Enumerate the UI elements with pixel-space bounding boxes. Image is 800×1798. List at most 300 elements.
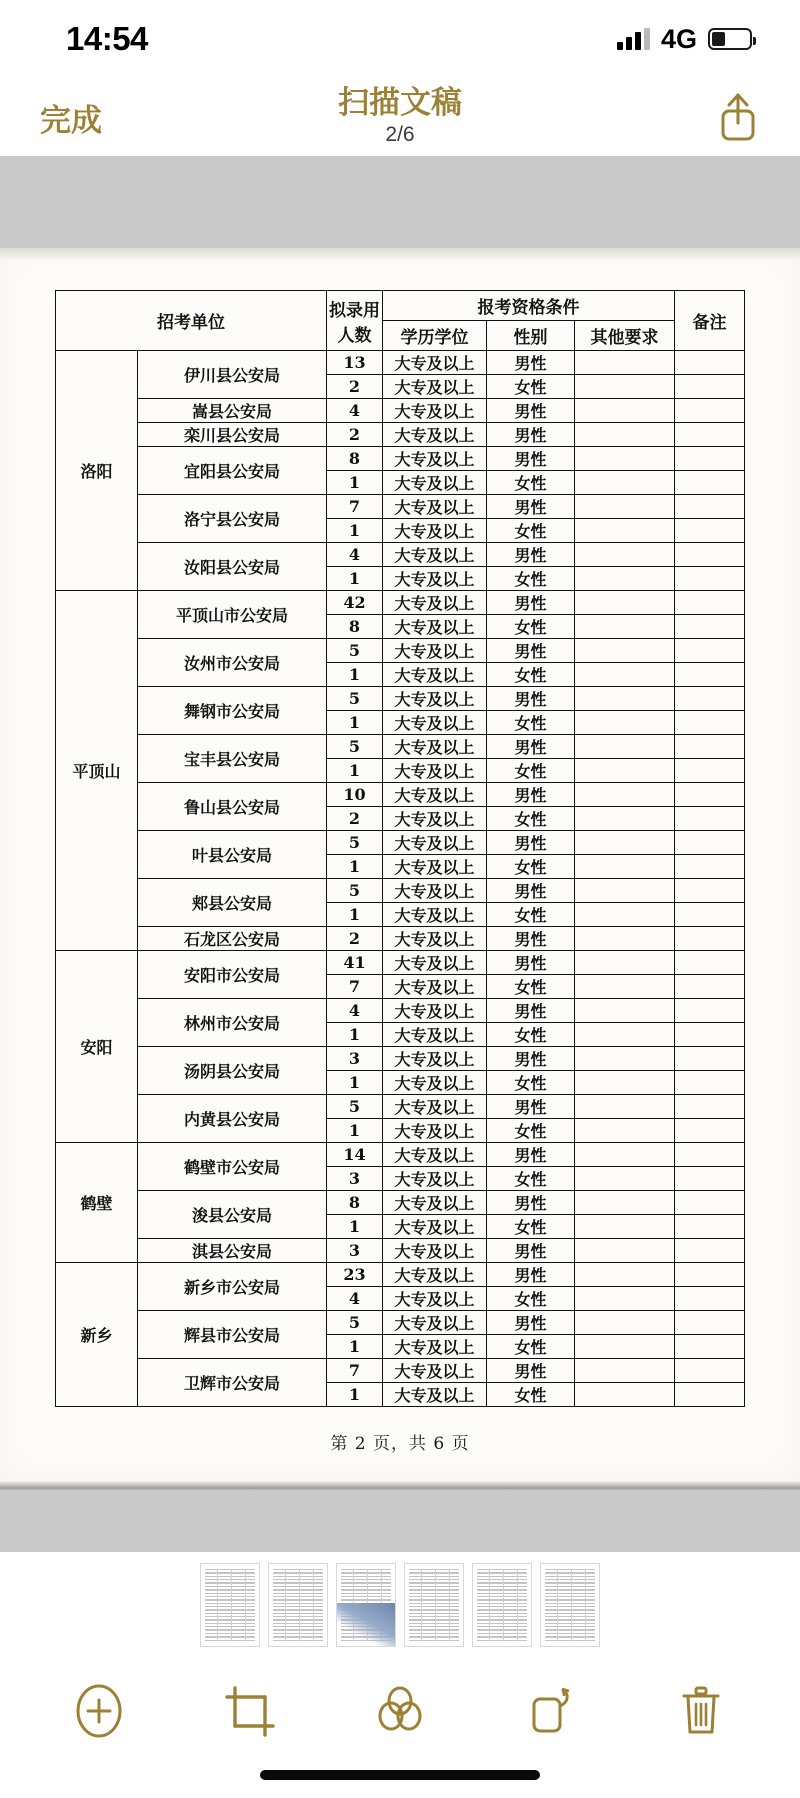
education-cell: 大专及以上	[383, 1143, 487, 1167]
thumbnail-rule	[435, 1569, 436, 1641]
gender-cell: 女性	[487, 1071, 575, 1095]
region-cell: 鹤壁	[56, 1143, 138, 1263]
count-cell: 5	[327, 831, 383, 855]
count-cell: 4	[327, 399, 383, 423]
nav-title-group	[0, 86, 800, 148]
done-button[interactable]: 完成	[40, 102, 102, 138]
count-cell: 3	[327, 1167, 383, 1191]
count-cell: 1	[327, 471, 383, 495]
delete-icon	[670, 1680, 732, 1742]
count-cell: 5	[327, 1311, 383, 1335]
gender-cell: 女性	[487, 1383, 575, 1407]
count-cell: 1	[327, 519, 383, 543]
remarks-cell	[675, 999, 745, 1023]
remarks-cell	[675, 1143, 745, 1167]
gender-cell: 男性	[487, 951, 575, 975]
education-cell: 大专及以上	[383, 1191, 487, 1215]
unit-cell: 鲁山县公安局	[138, 783, 327, 831]
recruitment-table	[55, 290, 745, 1407]
table-row	[56, 543, 745, 567]
other-requirement-cell	[575, 423, 675, 447]
gender-cell: 女性	[487, 759, 575, 783]
region-cell: 安阳	[56, 951, 138, 1143]
education-cell: 大专及以上	[383, 1239, 487, 1263]
count-cell: 5	[327, 687, 383, 711]
count-cell: 23	[327, 1263, 383, 1287]
education-cell: 大专及以上	[383, 663, 487, 687]
other-requirement-cell	[575, 1263, 675, 1287]
remarks-cell	[675, 975, 745, 999]
other-requirement-cell	[575, 759, 675, 783]
gender-cell: 男性	[487, 1191, 575, 1215]
table-row	[56, 423, 745, 447]
count-cell: 5	[327, 879, 383, 903]
other-requirement-cell	[575, 495, 675, 519]
crop-button[interactable]	[210, 1671, 290, 1751]
education-cell: 大专及以上	[383, 351, 487, 375]
gender-cell: 男性	[487, 543, 575, 567]
remarks-cell	[675, 351, 745, 375]
table-row	[56, 351, 745, 375]
other-requirement-cell	[575, 543, 675, 567]
education-cell: 大专及以上	[383, 399, 487, 423]
remarks-cell	[675, 1071, 745, 1095]
count-cell: 1	[327, 1383, 383, 1407]
other-requirement-cell	[575, 783, 675, 807]
other-requirement-cell	[575, 591, 675, 615]
other-requirement-cell	[575, 687, 675, 711]
education-cell: 大专及以上	[383, 471, 487, 495]
region-cell: 平顶山	[56, 591, 138, 951]
other-requirement-cell	[575, 519, 675, 543]
education-cell: 大专及以上	[383, 711, 487, 735]
gender-cell: 女性	[487, 1167, 575, 1191]
table-row	[56, 399, 745, 423]
gender-cell: 女性	[487, 975, 575, 999]
unit-cell: 新乡市公安局	[138, 1263, 327, 1311]
remarks-cell	[675, 567, 745, 591]
education-cell: 大专及以上	[383, 1047, 487, 1071]
thumbnail-rule	[217, 1569, 218, 1641]
other-requirement-cell	[575, 879, 675, 903]
thumbnail-rule	[421, 1569, 422, 1641]
gender-cell: 男性	[487, 687, 575, 711]
col-header-remarks: 备注	[675, 291, 745, 351]
count-cell: 3	[327, 1047, 383, 1071]
thumbnail-content	[273, 1569, 323, 1641]
other-requirement-cell	[575, 735, 675, 759]
education-cell: 大专及以上	[383, 1335, 487, 1359]
scan-backdrop-top	[0, 156, 800, 248]
unit-cell: 安阳市公安局	[138, 951, 327, 999]
remarks-cell	[675, 687, 745, 711]
color-filter-button[interactable]	[360, 1671, 440, 1751]
remarks-cell	[675, 1287, 745, 1311]
thumbnail-rule	[245, 1569, 246, 1641]
gender-cell: 女性	[487, 375, 575, 399]
other-requirement-cell	[575, 1335, 675, 1359]
nav-bar	[0, 78, 800, 156]
thumbnail-page-1[interactable]	[200, 1563, 260, 1647]
education-cell: 大专及以上	[383, 1359, 487, 1383]
education-cell: 大专及以上	[383, 927, 487, 951]
thumbnail-rule	[299, 1569, 300, 1641]
count-cell: 42	[327, 591, 383, 615]
table-row	[56, 687, 745, 711]
unit-cell: 淇县公安局	[138, 1239, 327, 1263]
gender-cell: 女性	[487, 1215, 575, 1239]
other-requirement-cell	[575, 1095, 675, 1119]
count-cell: 2	[327, 423, 383, 447]
paper-bottom-edge	[0, 1480, 800, 1490]
col-header-other: 其他要求	[575, 321, 675, 351]
gender-cell: 男性	[487, 999, 575, 1023]
remarks-cell	[675, 519, 745, 543]
education-cell: 大专及以上	[383, 1167, 487, 1191]
table-row	[56, 1311, 745, 1335]
education-cell: 大专及以上	[383, 615, 487, 639]
table-body	[56, 351, 745, 1407]
gender-cell: 男性	[487, 735, 575, 759]
col-header-unit: 招考单位	[56, 291, 327, 351]
gender-cell: 男性	[487, 1095, 575, 1119]
remarks-cell	[675, 663, 745, 687]
delete-button[interactable]	[661, 1671, 741, 1751]
education-cell: 大专及以上	[383, 1311, 487, 1335]
unit-cell: 宝丰县公安局	[138, 735, 327, 783]
count-cell: 1	[327, 1023, 383, 1047]
count-cell: 3	[327, 1239, 383, 1263]
page-title: 扫描文稿	[338, 84, 462, 120]
document-footer: 第 2 页，共 6 页	[330, 1434, 470, 1454]
col-header-qualification: 报考资格条件	[383, 291, 675, 321]
gender-cell: 女性	[487, 1287, 575, 1311]
bottom-toolbar	[0, 1652, 800, 1770]
table-header	[56, 291, 745, 351]
other-requirement-cell	[575, 927, 675, 951]
scanned-document[interactable]	[0, 248, 800, 1490]
count-cell: 1	[327, 1071, 383, 1095]
gender-cell: 男性	[487, 423, 575, 447]
other-requirement-cell	[575, 471, 675, 495]
unit-cell: 内黄县公安局	[138, 1095, 327, 1143]
thumbnail-page-4[interactable]	[404, 1563, 464, 1647]
table-row	[56, 1263, 745, 1287]
remarks-cell	[675, 1215, 745, 1239]
thumbnail-rule	[313, 1569, 314, 1641]
unit-cell: 石龙区公安局	[138, 927, 327, 951]
education-cell: 大专及以上	[383, 1095, 487, 1119]
gender-cell: 女性	[487, 567, 575, 591]
gender-cell: 男性	[487, 831, 575, 855]
region-cell: 洛阳	[56, 351, 138, 591]
thumbnail-rule	[449, 1569, 450, 1641]
table-row	[56, 951, 745, 975]
unit-cell: 鹤壁市公安局	[138, 1143, 327, 1191]
count-cell: 2	[327, 375, 383, 399]
gender-cell: 男性	[487, 879, 575, 903]
gender-cell: 男性	[487, 927, 575, 951]
thumbnail-page-2[interactable]	[268, 1563, 328, 1647]
remarks-cell	[675, 615, 745, 639]
count-cell: 1	[327, 1215, 383, 1239]
count-cell: 1	[327, 759, 383, 783]
gender-cell: 女性	[487, 1335, 575, 1359]
other-requirement-cell	[575, 375, 675, 399]
gender-cell: 男性	[487, 495, 575, 519]
other-requirement-cell	[575, 1047, 675, 1071]
network-label: 4G	[660, 23, 697, 54]
other-requirement-cell	[575, 1071, 675, 1095]
unit-cell: 汝州市公安局	[138, 639, 327, 687]
table-row	[56, 1143, 745, 1167]
other-requirement-cell	[575, 1119, 675, 1143]
status-right-group	[617, 24, 752, 55]
table-row	[56, 927, 745, 951]
remarks-cell	[675, 495, 745, 519]
other-requirement-cell	[575, 399, 675, 423]
other-requirement-cell	[575, 1143, 675, 1167]
table-row	[56, 447, 745, 471]
education-cell: 大专及以上	[383, 855, 487, 879]
table-row	[56, 639, 745, 663]
education-cell: 大专及以上	[383, 1215, 487, 1239]
unit-cell: 栾川县公安局	[138, 423, 327, 447]
other-requirement-cell	[575, 1287, 675, 1311]
unit-cell: 嵩县公安局	[138, 399, 327, 423]
count-cell: 1	[327, 903, 383, 927]
gender-cell: 男性	[487, 1263, 575, 1287]
education-cell: 大专及以上	[383, 975, 487, 999]
remarks-cell	[675, 1311, 745, 1335]
unit-cell: 汝阳县公安局	[138, 543, 327, 591]
gender-cell: 女性	[487, 903, 575, 927]
other-requirement-cell	[575, 711, 675, 735]
gender-cell: 女性	[487, 663, 575, 687]
education-cell: 大专及以上	[383, 447, 487, 471]
education-cell: 大专及以上	[383, 495, 487, 519]
thumbnail-page-3[interactable]	[336, 1563, 396, 1647]
thumbnail-selection-highlight	[337, 1603, 395, 1646]
education-cell: 大专及以上	[383, 375, 487, 399]
education-cell: 大专及以上	[383, 735, 487, 759]
table-row	[56, 783, 745, 807]
count-cell: 4	[327, 543, 383, 567]
education-cell: 大专及以上	[383, 831, 487, 855]
remarks-cell	[675, 375, 745, 399]
remarks-cell	[675, 471, 745, 495]
other-requirement-cell	[575, 1023, 675, 1047]
gender-cell: 男性	[487, 447, 575, 471]
count-cell: 8	[327, 1191, 383, 1215]
remarks-cell	[675, 1383, 745, 1407]
unit-cell: 卫辉市公安局	[138, 1359, 327, 1407]
education-cell: 大专及以上	[383, 543, 487, 567]
remarks-cell	[675, 423, 745, 447]
other-requirement-cell	[575, 351, 675, 375]
remarks-cell	[675, 591, 745, 615]
other-requirement-cell	[575, 999, 675, 1023]
unit-cell: 宜阳县公安局	[138, 447, 327, 495]
gender-cell: 女性	[487, 807, 575, 831]
gender-cell: 男性	[487, 1359, 575, 1383]
document-page	[0, 248, 800, 1480]
other-requirement-cell	[575, 951, 675, 975]
status-bar	[0, 0, 800, 78]
table-row	[56, 1191, 745, 1215]
remarks-cell	[675, 735, 745, 759]
page-indicator: 2/6	[385, 122, 415, 146]
home-indicator-area	[0, 1770, 800, 1798]
remarks-cell	[675, 855, 745, 879]
count-cell: 1	[327, 663, 383, 687]
other-requirement-cell	[575, 855, 675, 879]
cellular-bars-icon	[617, 28, 650, 50]
count-cell: 7	[327, 495, 383, 519]
count-cell: 7	[327, 975, 383, 999]
remarks-cell	[675, 759, 745, 783]
other-requirement-cell	[575, 975, 675, 999]
count-cell: 4	[327, 999, 383, 1023]
remarks-cell	[675, 1239, 745, 1263]
gender-cell: 男性	[487, 1143, 575, 1167]
count-cell: 4	[327, 1287, 383, 1311]
other-requirement-cell	[575, 903, 675, 927]
rotate-button[interactable]	[510, 1671, 590, 1751]
education-cell: 大专及以上	[383, 519, 487, 543]
count-cell: 41	[327, 951, 383, 975]
battery-icon	[708, 28, 752, 50]
table-row	[56, 831, 745, 855]
thumbnail-rule	[503, 1569, 504, 1641]
remarks-cell	[675, 1263, 745, 1287]
education-cell: 大专及以上	[383, 951, 487, 975]
table-row	[56, 1047, 745, 1071]
remarks-cell	[675, 711, 745, 735]
unit-cell: 平顶山市公安局	[138, 591, 327, 639]
thumbnail-rule	[517, 1569, 518, 1641]
other-requirement-cell	[575, 1191, 675, 1215]
education-cell: 大专及以上	[383, 639, 487, 663]
remarks-cell	[675, 1119, 745, 1143]
thumbnail-content	[477, 1569, 527, 1641]
other-requirement-cell	[575, 447, 675, 471]
education-cell: 大专及以上	[383, 567, 487, 591]
add-page-icon	[68, 1680, 130, 1742]
education-cell: 大专及以上	[383, 783, 487, 807]
education-cell: 大专及以上	[383, 903, 487, 927]
gender-cell: 男性	[487, 1311, 575, 1335]
count-cell: 5	[327, 735, 383, 759]
education-cell: 大专及以上	[383, 423, 487, 447]
remarks-cell	[675, 1023, 745, 1047]
remarks-cell	[675, 1335, 745, 1359]
unit-cell: 辉县市公安局	[138, 1311, 327, 1359]
gender-cell: 女性	[487, 471, 575, 495]
table-row	[56, 495, 745, 519]
status-time: 14:54	[66, 20, 148, 57]
count-cell: 5	[327, 1095, 383, 1119]
thumbnail-rule	[557, 1569, 558, 1641]
remarks-cell	[675, 927, 745, 951]
remarks-cell	[675, 1095, 745, 1119]
other-requirement-cell	[575, 615, 675, 639]
remarks-cell	[675, 783, 745, 807]
other-requirement-cell	[575, 1359, 675, 1383]
remarks-cell	[675, 1191, 745, 1215]
other-requirement-cell	[575, 663, 675, 687]
unit-cell: 汤阴县公安局	[138, 1047, 327, 1095]
add-page-button[interactable]	[59, 1671, 139, 1751]
scan-backdrop-bottom	[0, 1490, 800, 1552]
education-cell: 大专及以上	[383, 1119, 487, 1143]
region-cell: 新乡	[56, 1263, 138, 1407]
remarks-cell	[675, 807, 745, 831]
home-indicator[interactable]	[260, 1770, 540, 1780]
thumbnail-strip[interactable]	[0, 1552, 800, 1652]
thumbnail-page-5[interactable]	[472, 1563, 532, 1647]
education-cell: 大专及以上	[383, 1263, 487, 1287]
other-requirement-cell	[575, 807, 675, 831]
gender-cell: 男性	[487, 639, 575, 663]
planned-number-line2: 人数	[337, 325, 372, 346]
education-cell: 大专及以上	[383, 879, 487, 903]
table-row	[56, 1239, 745, 1263]
remarks-cell	[675, 1359, 745, 1383]
thumbnail-rule	[231, 1569, 232, 1641]
education-cell: 大专及以上	[383, 1287, 487, 1311]
count-cell: 5	[327, 639, 383, 663]
gender-cell: 男性	[487, 1047, 575, 1071]
other-requirement-cell	[575, 1167, 675, 1191]
thumbnail-rule	[571, 1569, 572, 1641]
thumbnail-rule	[285, 1569, 286, 1641]
count-cell: 1	[327, 855, 383, 879]
gender-cell: 女性	[487, 1023, 575, 1047]
education-cell: 大专及以上	[383, 1071, 487, 1095]
gender-cell: 女性	[487, 615, 575, 639]
education-cell: 大专及以上	[383, 1383, 487, 1407]
remarks-cell	[675, 831, 745, 855]
gender-cell: 男性	[487, 1239, 575, 1263]
rotate-icon	[519, 1680, 581, 1742]
thumbnail-page-6[interactable]	[540, 1563, 600, 1647]
thumbnail-rule	[585, 1569, 586, 1641]
thumbnail-content	[205, 1569, 255, 1641]
remarks-cell	[675, 399, 745, 423]
unit-cell: 郏县公安局	[138, 879, 327, 927]
unit-cell: 舞钢市公安局	[138, 687, 327, 735]
count-cell: 1	[327, 1335, 383, 1359]
remarks-cell	[675, 1047, 745, 1071]
remarks-cell	[675, 543, 745, 567]
other-requirement-cell	[575, 1215, 675, 1239]
education-cell: 大专及以上	[383, 999, 487, 1023]
share-button[interactable]	[716, 91, 760, 143]
remarks-cell	[675, 447, 745, 471]
col-header-education: 学历学位	[383, 321, 487, 351]
education-cell: 大专及以上	[383, 807, 487, 831]
remarks-cell	[675, 951, 745, 975]
gender-cell: 女性	[487, 711, 575, 735]
unit-cell: 浚县公安局	[138, 1191, 327, 1239]
unit-cell: 林州市公安局	[138, 999, 327, 1047]
remarks-cell	[675, 1167, 745, 1191]
thumbnail-content	[409, 1569, 459, 1641]
other-requirement-cell	[575, 639, 675, 663]
count-cell: 8	[327, 447, 383, 471]
other-requirement-cell	[575, 1311, 675, 1335]
